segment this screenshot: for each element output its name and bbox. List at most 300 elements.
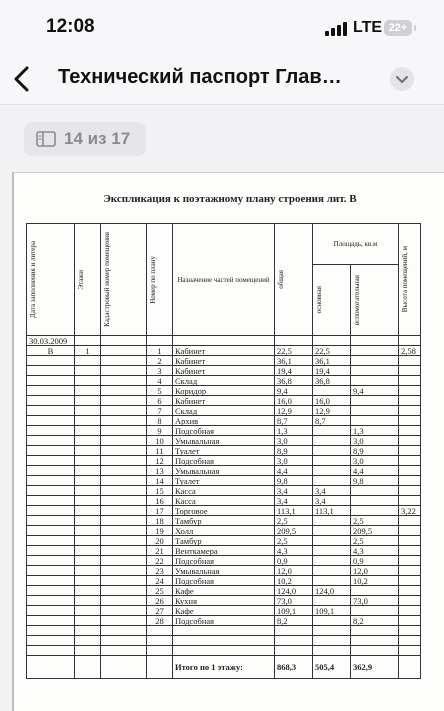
cell-main: 12,9 (313, 406, 351, 416)
header-height: Высота помещений, м (399, 224, 421, 336)
cell-height (399, 616, 421, 626)
cell-aux (351, 346, 399, 356)
cell-main (313, 446, 351, 456)
cell-aux (351, 396, 399, 406)
cell-lit (27, 536, 75, 546)
cell-name: Подсобная (173, 426, 275, 436)
date-cell: 30.03.2009 (27, 336, 75, 346)
cell-cadastral (101, 456, 147, 466)
cell-aux: 10,2 (351, 576, 399, 586)
cell-lit (27, 426, 75, 436)
document-title: Экспликация к поэтажному плану строения лит. В (103, 193, 357, 205)
cell-height (399, 536, 421, 546)
cell-total: 12,9 (275, 406, 313, 416)
cell-height (399, 416, 421, 426)
cell-aux: 4,4 (351, 466, 399, 476)
table-row (27, 616, 421, 626)
total-main: 505,4 (313, 656, 351, 679)
page-thumbnail-icon (36, 131, 56, 147)
cell-cadastral (101, 546, 147, 556)
cell-name: Умывальная (173, 466, 275, 476)
cell-height (399, 526, 421, 536)
cell-no: 10 (147, 436, 173, 446)
cell-cadastral (101, 466, 147, 476)
cell-name: Подсобная (173, 556, 275, 566)
cell-cadastral (101, 406, 147, 416)
header-aux: вспомогательная (351, 265, 399, 336)
cell-name: Умывальная (173, 436, 275, 446)
cell-main (313, 546, 351, 556)
cell-total: 8,9 (275, 446, 313, 456)
cell-name: Кабинет (173, 366, 275, 376)
cell-name: Подсобная (173, 456, 275, 466)
cell-floor (75, 506, 101, 516)
cell-no: 20 (147, 536, 173, 546)
cell-main (313, 386, 351, 396)
cell-main: 36,1 (313, 356, 351, 366)
table-row (27, 476, 421, 486)
page-counter: 14 из 17 (64, 129, 131, 148)
cell-floor (75, 436, 101, 446)
cell-floor (75, 546, 101, 556)
cell-main: 3,4 (313, 486, 351, 496)
cell-floor (75, 596, 101, 606)
cell-height: 3,22 (399, 506, 421, 516)
cell-no: 13 (147, 466, 173, 476)
cell-main (313, 556, 351, 566)
cell-lit (27, 446, 75, 456)
cell-cadastral (101, 576, 147, 586)
cell-no: 24 (147, 576, 173, 586)
cell-floor (75, 476, 101, 486)
table-row (27, 586, 421, 596)
header-total: общая (275, 224, 313, 336)
cell-total: 16,0 (275, 396, 313, 406)
cell-cadastral (101, 536, 147, 546)
cell-cadastral (101, 356, 147, 366)
cell-height (399, 596, 421, 606)
cell-floor (75, 516, 101, 526)
cell-no: 23 (147, 566, 173, 576)
cell-name: Подсобная (173, 576, 275, 586)
cell-height (399, 556, 421, 566)
cell-total: 3,4 (275, 486, 313, 496)
cell-lit (27, 566, 75, 576)
cell-total: 3,0 (275, 436, 313, 446)
cell-total: 4,3 (275, 546, 313, 556)
cell-no: 4 (147, 376, 173, 386)
cell-cadastral (101, 556, 147, 566)
cell-aux: 9,8 (351, 476, 399, 486)
cell-height (399, 566, 421, 576)
cell-lit (27, 506, 75, 516)
cell-lit: В (27, 346, 75, 356)
cell-aux (351, 486, 399, 496)
cell-lit (27, 606, 75, 616)
cell-total: 4,4 (275, 466, 313, 476)
cell-floor (75, 386, 101, 396)
cell-aux: 2,5 (351, 536, 399, 546)
cell-total: 109,1 (275, 606, 313, 616)
cell-no: 25 (147, 586, 173, 596)
cell-total: 8,7 (275, 416, 313, 426)
cell-floor (75, 366, 101, 376)
header-floor: Этажи (75, 224, 101, 336)
table-row (27, 436, 421, 446)
cell-aux (351, 606, 399, 616)
cell-cadastral (101, 486, 147, 496)
cell-main: 124,0 (313, 586, 351, 596)
cell-no: 7 (147, 406, 173, 416)
cell-no: 6 (147, 396, 173, 406)
cell-aux: 3,0 (351, 456, 399, 466)
table-row (27, 366, 421, 376)
cell-height (399, 386, 421, 396)
cell-floor (75, 486, 101, 496)
cell-lit (27, 466, 75, 476)
cell-floor (75, 606, 101, 616)
cell-aux: 9,4 (351, 386, 399, 396)
clock: 12:08 (46, 16, 95, 37)
cell-main (313, 456, 351, 466)
cell-aux: 1,3 (351, 426, 399, 436)
cell-total: 113,1 (275, 506, 313, 516)
cell-floor (75, 446, 101, 456)
cell-height (399, 376, 421, 386)
cell-aux: 8,9 (351, 446, 399, 456)
cell-total: 19,4 (275, 366, 313, 376)
cell-floor: 1 (75, 346, 101, 356)
cell-lit (27, 416, 75, 426)
cell-floor (75, 576, 101, 586)
nav-bar (0, 58, 444, 105)
cell-name: Торговое (173, 506, 275, 516)
cell-main: 113,1 (313, 506, 351, 516)
cell-name: Архив (173, 416, 275, 426)
cell-main: 3,4 (313, 496, 351, 506)
cell-floor (75, 556, 101, 566)
cell-main (313, 616, 351, 626)
cell-no: 21 (147, 546, 173, 556)
cell-no: 1 (147, 346, 173, 356)
cell-aux: 0,9 (351, 556, 399, 566)
cell-total: 2,5 (275, 536, 313, 546)
cell-main: 36,8 (313, 376, 351, 386)
cell-total: 22,5 (275, 346, 313, 356)
chevron-left-icon[interactable] (8, 62, 38, 96)
header-cadastral: Кадастровый номер помещения (101, 224, 147, 336)
cell-lit (27, 516, 75, 526)
cell-no: 5 (147, 386, 173, 396)
table-row (27, 356, 421, 366)
cell-floor (75, 566, 101, 576)
cell-total: 12,0 (275, 566, 313, 576)
cell-main (313, 426, 351, 436)
cell-cadastral (101, 396, 147, 406)
cell-name: Венткамера (173, 546, 275, 556)
cell-cadastral (101, 366, 147, 376)
cell-name: Тамбур (173, 536, 275, 546)
cell-height (399, 476, 421, 486)
cell-lit (27, 376, 75, 386)
cell-name: Кабинет (173, 356, 275, 366)
cell-height (399, 576, 421, 586)
cell-height (399, 356, 421, 366)
cell-main (313, 596, 351, 606)
cell-total: 36,1 (275, 356, 313, 366)
cell-aux (351, 506, 399, 516)
table-row (27, 536, 421, 546)
header-area: Площадь, кв.м (313, 224, 399, 265)
cell-name: Кабинет (173, 346, 275, 356)
cell-name: Тамбур (173, 516, 275, 526)
table-row (27, 526, 421, 536)
header-main: основная (313, 265, 351, 336)
cell-no: 22 (147, 556, 173, 566)
cell-main (313, 536, 351, 546)
cell-lit (27, 486, 75, 496)
cell-total: 3,0 (275, 456, 313, 466)
cell-cadastral (101, 446, 147, 456)
date-row (27, 336, 421, 346)
cell-name: Кафе (173, 586, 275, 596)
cell-main (313, 526, 351, 536)
cell-lit (27, 526, 75, 536)
cell-no: 17 (147, 506, 173, 516)
cell-name: Коридор (173, 386, 275, 396)
cell-lit (27, 596, 75, 606)
cell-name: Туалет (173, 476, 275, 486)
cell-lit (27, 366, 75, 376)
cell-no: 2 (147, 356, 173, 366)
table-row (27, 346, 421, 356)
table-row (27, 566, 421, 576)
cell-lit (27, 496, 75, 506)
cell-total: 2,5 (275, 516, 313, 526)
cell-no: 11 (147, 446, 173, 456)
cell-floor (75, 586, 101, 596)
cell-name: Туалет (173, 446, 275, 456)
cell-no: 12 (147, 456, 173, 466)
cell-no: 28 (147, 616, 173, 626)
cell-name: Кабинет (173, 396, 275, 406)
network-label: LTE (353, 19, 383, 36)
cell-cadastral (101, 476, 147, 486)
cell-name: Кухня (173, 596, 275, 606)
status-bar (0, 0, 444, 58)
cell-cadastral (101, 436, 147, 446)
cell-lit (27, 546, 75, 556)
empty-row (27, 626, 421, 636)
cell-height (399, 406, 421, 416)
page-indicator[interactable] (24, 122, 146, 156)
cell-lit (27, 456, 75, 466)
cell-height (399, 446, 421, 456)
cell-no: 18 (147, 516, 173, 526)
cell-floor (75, 536, 101, 546)
cell-height (399, 456, 421, 466)
cell-name: Склад (173, 406, 275, 416)
cell-no: 15 (147, 486, 173, 496)
cell-total: 0,9 (275, 556, 313, 566)
cell-main: 109,1 (313, 606, 351, 616)
cell-total: 3,4 (275, 496, 313, 506)
empty-row (27, 646, 421, 656)
cell-cadastral (101, 496, 147, 506)
cell-aux (351, 356, 399, 366)
document-page (12, 172, 444, 711)
empty-row (27, 636, 421, 646)
table-row (27, 596, 421, 606)
cell-floor (75, 416, 101, 426)
cell-height (399, 426, 421, 436)
cell-name: Подсобная (173, 616, 275, 626)
cell-lit (27, 576, 75, 586)
cell-total: 209,5 (275, 526, 313, 536)
cell-height: 2,58 (399, 346, 421, 356)
total-label: Итого по 1 этажу: (173, 656, 275, 679)
cell-aux (351, 406, 399, 416)
cell-aux: 8,2 (351, 616, 399, 626)
table-row (27, 416, 421, 426)
cell-lit (27, 396, 75, 406)
cell-total: 9,4 (275, 386, 313, 396)
cell-floor (75, 526, 101, 536)
cell-no: 19 (147, 526, 173, 536)
cell-floor (75, 616, 101, 626)
cell-aux (351, 366, 399, 376)
cell-floor (75, 396, 101, 406)
cell-no: 3 (147, 366, 173, 376)
cell-aux: 2,5 (351, 516, 399, 526)
cell-cadastral (101, 566, 147, 576)
table-row (27, 446, 421, 456)
table-row (27, 546, 421, 556)
cell-cadastral (101, 616, 147, 626)
cell-cadastral (101, 416, 147, 426)
cell-cadastral (101, 376, 147, 386)
table-row (27, 406, 421, 416)
total-total: 868,3 (275, 656, 313, 679)
cell-name: Холл (173, 526, 275, 536)
chevron-down-icon[interactable] (390, 67, 414, 91)
cell-main (313, 566, 351, 576)
cell-height (399, 366, 421, 376)
table-row (27, 466, 421, 476)
table-row (27, 506, 421, 516)
cell-aux: 73,0 (351, 596, 399, 606)
cell-floor (75, 406, 101, 416)
page-title: Технический паспорт Глав… (58, 66, 342, 88)
total-aux: 362,9 (351, 656, 399, 679)
cell-no: 16 (147, 496, 173, 506)
cell-main (313, 476, 351, 486)
cell-cadastral (101, 516, 147, 526)
cell-lit (27, 476, 75, 486)
table-row (27, 606, 421, 616)
table-row (27, 516, 421, 526)
cell-total: 8,2 (275, 616, 313, 626)
cell-aux (351, 586, 399, 596)
cell-lit (27, 616, 75, 626)
header-plan-no: Номер по плану (147, 224, 173, 336)
cell-height (399, 396, 421, 406)
cell-main (313, 436, 351, 446)
cell-cadastral (101, 506, 147, 516)
cell-aux (351, 496, 399, 506)
cell-height (399, 496, 421, 506)
cell-lit (27, 436, 75, 446)
cell-height (399, 606, 421, 616)
cell-total: 73,0 (275, 596, 313, 606)
cell-total: 124,0 (275, 586, 313, 596)
cell-floor (75, 356, 101, 366)
table-row (27, 396, 421, 406)
cell-floor (75, 496, 101, 506)
cell-aux (351, 416, 399, 426)
cell-floor (75, 426, 101, 436)
cell-floor (75, 376, 101, 386)
cell-aux: 209,5 (351, 526, 399, 536)
cell-total: 1,3 (275, 426, 313, 436)
cell-total: 9,8 (275, 476, 313, 486)
cell-cadastral (101, 426, 147, 436)
explication-table (26, 223, 421, 679)
table-row (27, 556, 421, 566)
cell-name: Склад (173, 376, 275, 386)
cell-main (313, 576, 351, 586)
cell-name: Умывальная (173, 566, 275, 576)
total-row (27, 656, 421, 679)
cell-aux: 12,0 (351, 566, 399, 576)
cell-name: Касса (173, 496, 275, 506)
cell-cadastral (101, 526, 147, 536)
cell-floor (75, 456, 101, 466)
cell-lit (27, 556, 75, 566)
cell-height (399, 436, 421, 446)
cell-no: 9 (147, 426, 173, 436)
cell-cadastral (101, 596, 147, 606)
cell-lit (27, 406, 75, 416)
table-row (27, 376, 421, 386)
cell-lit (27, 586, 75, 596)
cell-total: 36,8 (275, 376, 313, 386)
cell-cadastral (101, 606, 147, 616)
cell-height (399, 546, 421, 556)
cell-cadastral (101, 386, 147, 396)
cell-name: Кафе (173, 606, 275, 616)
cell-no: 26 (147, 596, 173, 606)
table-row (27, 426, 421, 436)
cell-main (313, 466, 351, 476)
table-row (27, 486, 421, 496)
cell-height (399, 586, 421, 596)
cell-no: 8 (147, 416, 173, 426)
cell-main: 8,7 (313, 416, 351, 426)
cell-no: 14 (147, 476, 173, 486)
cell-total: 10,2 (275, 576, 313, 586)
header-date: Дата заполнения и литера (27, 224, 75, 336)
cell-aux (351, 376, 399, 386)
cell-floor (75, 466, 101, 476)
cell-main (313, 516, 351, 526)
cell-main: 22,5 (313, 346, 351, 356)
cell-name: Касса (173, 486, 275, 496)
table-row (27, 576, 421, 586)
cell-no: 27 (147, 606, 173, 616)
cell-aux: 3,0 (351, 436, 399, 446)
signal-icon (325, 22, 349, 36)
